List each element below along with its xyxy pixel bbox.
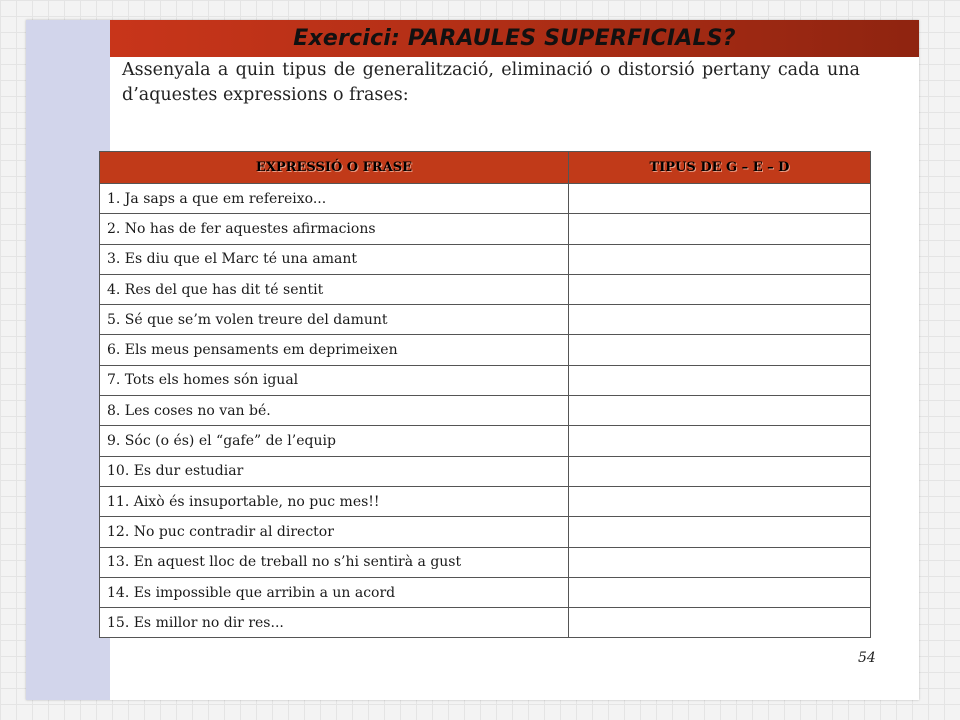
answer-cell[interactable]	[569, 184, 871, 214]
expression-cell: 1. Ja saps a que em refereixo...	[100, 184, 569, 214]
table-row	[100, 305, 871, 335]
expression-cell: 9. Sóc (o és) el “gafe” de l’equip	[100, 426, 569, 456]
expression-cell: 7. Tots els homes són igual	[100, 365, 569, 395]
page-number: 54	[858, 650, 876, 666]
expression-cell: 10. Es dur estudiar	[100, 456, 569, 486]
header-expression: EXPRESSIÓ O FRASE	[100, 152, 569, 184]
expression-cell: 5. Sé que se’m volen treure del damunt	[100, 305, 569, 335]
table-row	[100, 426, 871, 456]
expression-cell: 13. En aquest lloc de treball no s’hi sentirà a gust	[100, 547, 569, 577]
table-row	[100, 274, 871, 304]
table-row	[100, 486, 871, 516]
answer-cell[interactable]	[569, 517, 871, 547]
expression-cell: 4. Res del que has dit té sentit	[100, 274, 569, 304]
expression-cell: 2. No has de fer aquestes afirmacions	[100, 214, 569, 244]
expression-cell: 8. Les coses no van bé.	[100, 396, 569, 426]
answer-cell[interactable]	[569, 335, 871, 365]
instruction-text: Assenyala a quin tipus de generalització, eliminació o distorsió pertany cada una d’aquestes expressions o frases:	[122, 60, 860, 105]
answer-cell[interactable]	[569, 486, 871, 516]
answer-cell[interactable]	[569, 365, 871, 395]
answer-cell[interactable]	[569, 426, 871, 456]
table-row	[100, 396, 871, 426]
expression-cell: 6. Els meus pensaments em deprimeixen	[100, 335, 569, 365]
table-row	[100, 184, 871, 214]
answer-cell[interactable]	[569, 244, 871, 274]
answer-cell[interactable]	[569, 608, 871, 638]
answer-cell[interactable]	[569, 214, 871, 244]
table-row	[100, 244, 871, 274]
table-row	[100, 365, 871, 395]
table-row	[100, 214, 871, 244]
side-band	[26, 20, 110, 700]
expression-cell: 14. Es impossible que arribin a un acord	[100, 577, 569, 607]
slide-title: Exercici: PARAULES SUPERFICIALS?	[293, 26, 736, 51]
table-header-row	[100, 152, 871, 184]
expression-cell: 11. Això és insuportable, no puc mes!!	[100, 486, 569, 516]
table-row	[100, 517, 871, 547]
header-type: TIPUS DE G – E – D	[569, 152, 871, 184]
answer-cell[interactable]	[569, 396, 871, 426]
answer-cell[interactable]	[569, 547, 871, 577]
table-row	[100, 577, 871, 607]
exercise-table	[99, 151, 871, 638]
answer-cell[interactable]	[569, 274, 871, 304]
answer-cell[interactable]	[569, 577, 871, 607]
title-bar	[110, 20, 919, 57]
expression-cell: 3. Es diu que el Marc té una amant	[100, 244, 569, 274]
expression-cell: 12. No puc contradir al director	[100, 517, 569, 547]
table-row	[100, 547, 871, 577]
answer-cell[interactable]	[569, 456, 871, 486]
table-row	[100, 608, 871, 638]
answer-cell[interactable]	[569, 305, 871, 335]
table-row	[100, 456, 871, 486]
table-row	[100, 335, 871, 365]
expression-cell: 15. Es millor no dir res...	[100, 608, 569, 638]
